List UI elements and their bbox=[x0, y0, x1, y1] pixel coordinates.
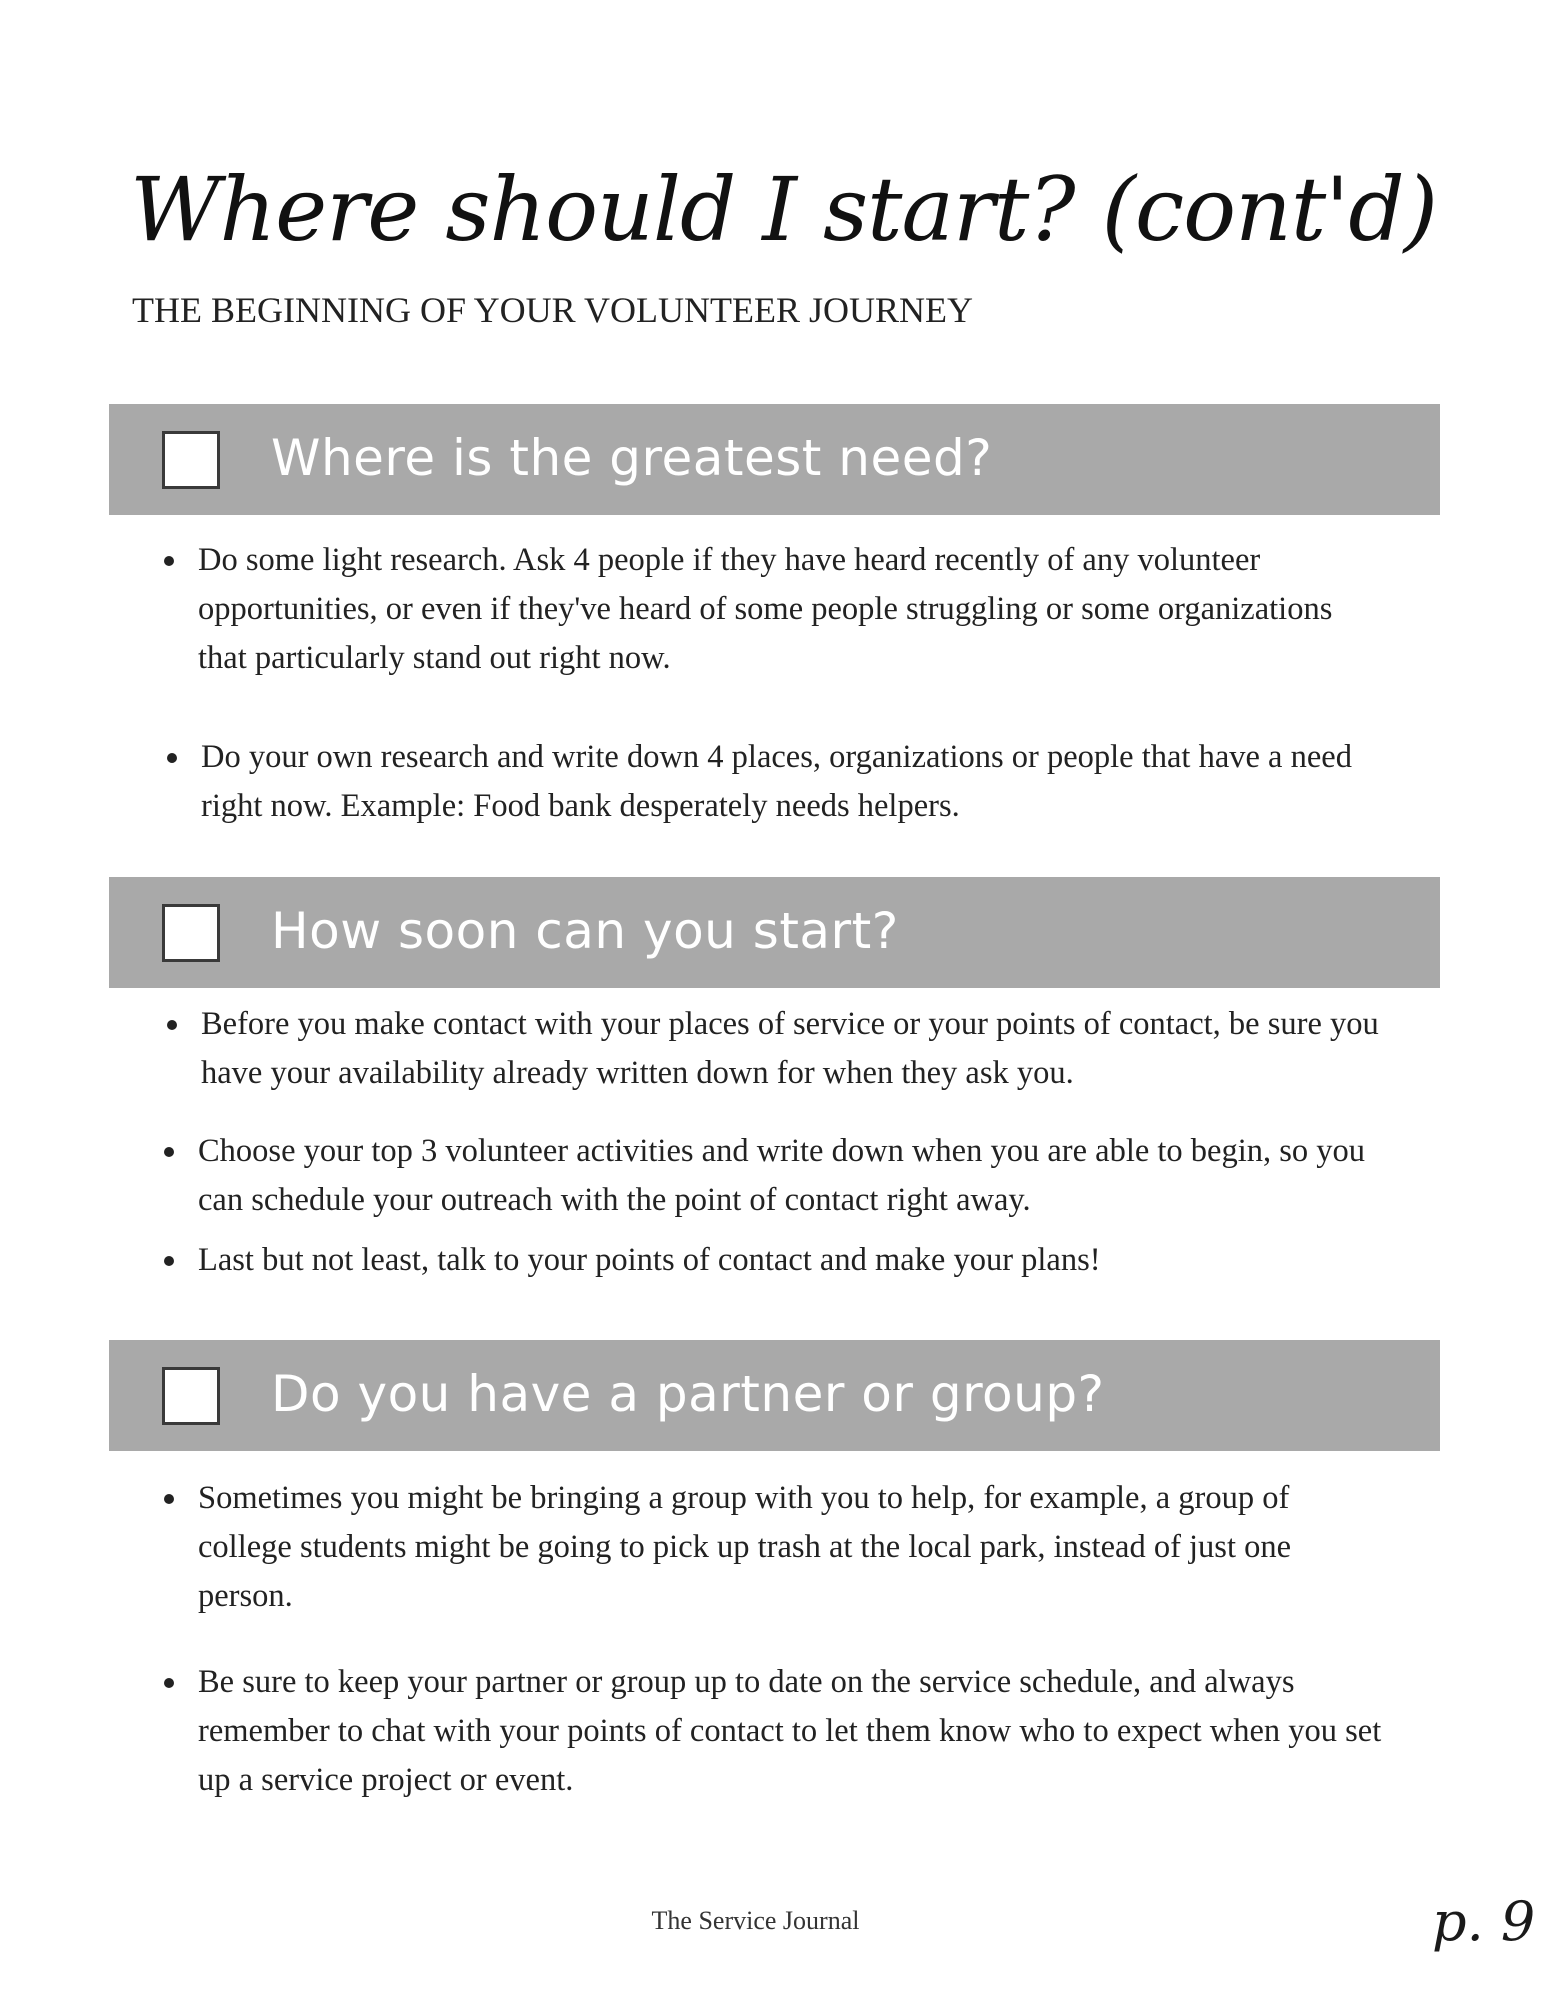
bullet-dot bbox=[164, 1494, 174, 1504]
list-item bbox=[198, 1474, 1378, 1621]
list-item bbox=[201, 1000, 1436, 1098]
list-item bbox=[198, 536, 1388, 683]
bullet-text: Be sure to keep your partner or group up to date on the service schedule, and always remember to chat with your points of contact to let them know who to expect when you set up a service project or event. bbox=[198, 1664, 1382, 1798]
footer-journal-name: The Service Journal bbox=[651, 1906, 860, 1935]
section-header-partner-group bbox=[109, 1340, 1440, 1451]
bullet-dot bbox=[164, 1147, 174, 1157]
bullet-text: Last but not least, talk to your points of contact and make your plans! bbox=[198, 1242, 1101, 1278]
list-item bbox=[198, 1127, 1398, 1225]
checkbox-greatest-need[interactable] bbox=[162, 431, 220, 489]
page-number: p. 9 bbox=[1432, 1890, 1536, 1953]
bullet-dot bbox=[167, 753, 177, 763]
list-item bbox=[198, 1658, 1398, 1805]
list-item bbox=[201, 733, 1391, 831]
page-subtitle: THE BEGINNING OF YOUR VOLUNTEER JOURNEY bbox=[132, 290, 973, 330]
checkbox-how-soon[interactable] bbox=[162, 904, 220, 962]
list-item bbox=[198, 1236, 1398, 1285]
bullet-text: Sometimes you might be bringing a group with you to help, for example, a group of college students might be going to pick up trash at the local park, instead of just one person. bbox=[198, 1480, 1292, 1614]
section-header-greatest-need bbox=[109, 404, 1440, 515]
page-title: Where should I start? (cont'd) bbox=[130, 158, 1438, 261]
checkbox-partner-group[interactable] bbox=[162, 1367, 220, 1425]
bullet-text: Choose your top 3 volunteer activities and write down when you are able to begin, so you can schedule your outreach with the point of contact right away. bbox=[198, 1133, 1366, 1218]
bullet-text: Do some light research. Ask 4 people if they have heard recently of any volunteer opportunities, or even if they've heard of some people struggling or some organizations that particularly stand out right now. bbox=[198, 542, 1333, 676]
section-header-how-soon bbox=[109, 877, 1440, 988]
bullet-dot bbox=[164, 1678, 174, 1688]
bullet-dot bbox=[167, 1020, 177, 1030]
bullet-dot bbox=[164, 1256, 174, 1266]
section-title: Where is the greatest need? bbox=[271, 429, 993, 487]
section-title: Do you have a partner or group? bbox=[271, 1365, 1105, 1423]
bullet-text: Before you make contact with your places of service or your points of contact, be sure you have your availability already written down for when they ask you. bbox=[201, 1006, 1379, 1091]
section-title: How soon can you start? bbox=[271, 902, 899, 960]
bullet-dot bbox=[164, 556, 174, 566]
bullet-text: Do your own research and write down 4 places, organizations or people that have a need right now. Example: Food bank desperately needs helpers. bbox=[201, 739, 1352, 824]
